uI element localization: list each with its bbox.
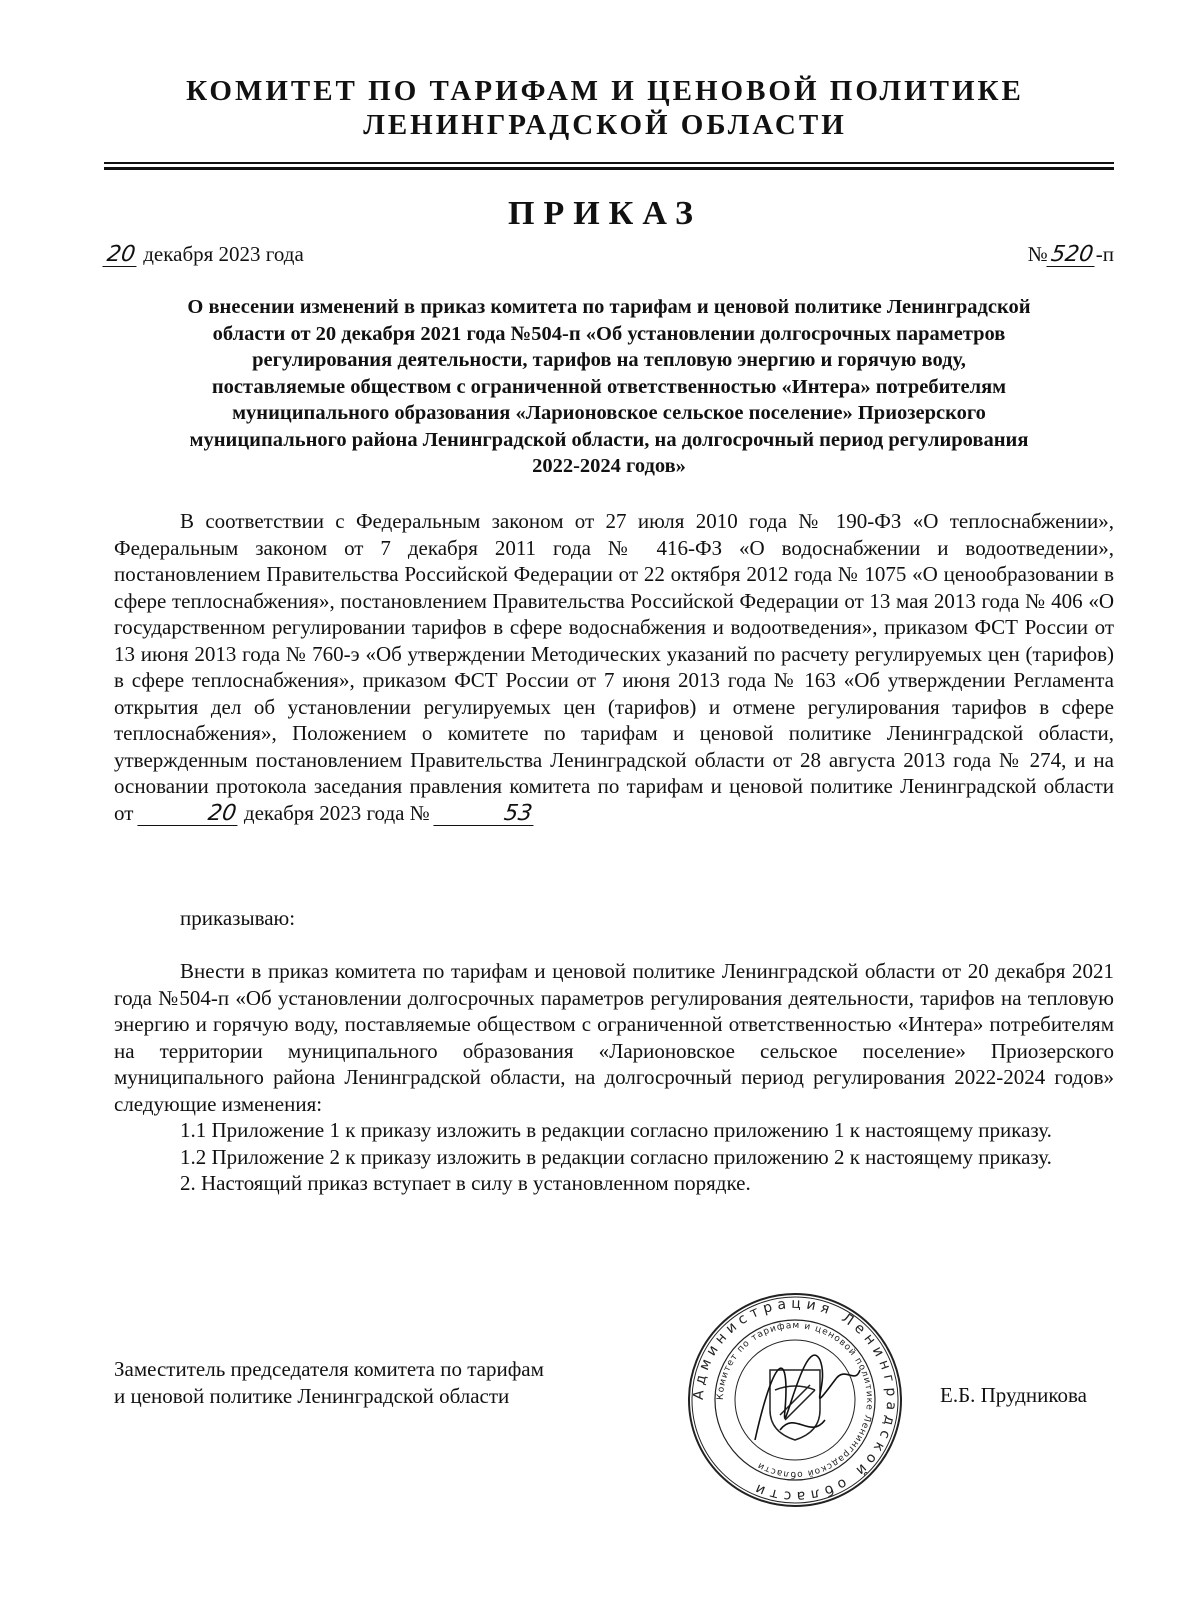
handwritten-day: 20	[102, 244, 139, 267]
coat-of-arms-icon	[770, 1370, 820, 1440]
subject-line: 2022-2024 годов»	[532, 455, 686, 477]
handwritten-protocol-number: 53	[433, 803, 536, 826]
stamp-outer-text: Администрация Ленинградской области	[690, 1295, 900, 1505]
document-number	[1028, 242, 1114, 267]
header-divider-thin	[104, 162, 1114, 164]
handwritten-protocol-day: 20	[137, 803, 240, 826]
preamble-text: В соответствии с Федеральным законом от 27 июля 2010 года № 190-ФЗ «О теплоснабжении», Федеральным законом от 7 декабря 2011 года № 416-ФЗ «О водоснабжении и водоотведении», постановлением Правительства Российской Федерации от 22 октября 2012 года № 1075 «О ценообразовании в сфере теплоснабжения», постановлением Правительства Российской Федерации от 13 мая 2013 года № 406 «О государственном регулировании тарифов в сфере водоснабжения и водоотведения», приказом ФСТ России от 13 июня 2013 года № 760-э «Об утверждении Методических указаний по расчету регулируемых цен (тарифов) в сфере теплоснабжения», приказом ФСТ России от 7 июня 2013 года № 163 «Об утверждении Регламента открытия дел об установлении регулируемых цен (тарифов) и отмене регулирования тарифов в сфере теплоснабжения», Положением о комитете по тарифам и ценовой политике Ленинградской области, утвержденным постановлением Правительства Ленинградской области от 28 августа 2013 года № 274, и на основании протокола заседания правления комитета по тарифам и ценовой политике Ленинградской области от	[114, 509, 1114, 825]
stamp-inner-text: Комитет по тарифам и ценовой политике Ленинградской области	[715, 1320, 875, 1480]
header-divider-thick	[104, 167, 1114, 170]
main-intro: Внести в приказ комитета по тарифам и ценовой политике Ленинградской области от 20 декабря 2021 года №504-п «Об установлении долгосрочных параметров регулирования деятельности, тарифов на тепловую энергию и горячую воду, поставляемые обществом с ограниченной ответственностью «Интера» потребителям на территории муниципального образования «Ларионовское сельское поселение» Приозерского муниципального района Ленинградской области, на долгосрочный период регулирования 2022-2024 годов» следующие изменения:	[114, 959, 1114, 1116]
document-title: ПРИКАЗ	[508, 195, 702, 232]
document-subject	[104, 294, 1114, 480]
number-suffix: -п	[1095, 242, 1114, 266]
handwritten-number: 520	[1046, 244, 1097, 267]
subject-line: поставляемые обществом с ограниченной ответственностью «Интера» потребителям	[211, 375, 1007, 398]
number-prefix: №	[1027, 242, 1048, 266]
subject-line: О внесении изменений в приказ комитета по тарифам и ценовой политике Ленинградской	[187, 296, 1031, 318]
position-line-1: Заместитель председателя комитета по тарифам	[114, 1357, 544, 1381]
subject-line: муниципального района Ленинградской области, на долгосрочный период регулирования	[189, 428, 1029, 451]
preamble-paragraph	[114, 508, 1114, 826]
main-item-1-2: 1.2 Приложение 2 к приказу изложить в редакции согласно приложению 2 к настоящему приказу.	[180, 1144, 1052, 1169]
official-seal-stamp	[685, 1290, 905, 1510]
main-item-2: 2. Настоящий приказ вступает в силу в установленном порядке.	[180, 1171, 751, 1195]
subject-line: муниципального образования «Ларионовское сельское поселение» Приозерского	[232, 402, 986, 424]
date-text: декабря 2023 года	[138, 242, 304, 266]
document-header	[100, 74, 1110, 142]
signatory-position	[114, 1356, 544, 1410]
main-item-1-1: 1.1 Приложение 1 к приказу изложить в редакции согласно приложению 1 к настоящему приказу.	[180, 1118, 1052, 1142]
document-date	[104, 242, 304, 267]
orders-word: приказываю:	[180, 906, 296, 930]
preamble-text-after-day: декабря 2023 года №	[238, 800, 435, 825]
header-line-1: КОМИТЕТ ПО ТАРИФАМ И ЦЕНОВОЙ ПОЛИТИКЕ	[186, 75, 1024, 107]
signatory-name: Е.Б. Прудникова	[940, 1383, 1087, 1407]
header-line-2: ЛЕНИНГРАДСКОЙ ОБЛАСТИ	[363, 109, 847, 141]
position-line-2: и ценовой политике Ленинградской области	[114, 1384, 510, 1408]
main-paragraphs	[114, 958, 1114, 1197]
date-number-row	[104, 242, 1114, 267]
subject-line: регулирования деятельности, тарифов на тепловую энергию и горячую воду,	[252, 349, 966, 371]
subject-line: области от 20 декабря 2021 года №504-п «Об установлении долгосрочных параметров	[212, 322, 1006, 345]
